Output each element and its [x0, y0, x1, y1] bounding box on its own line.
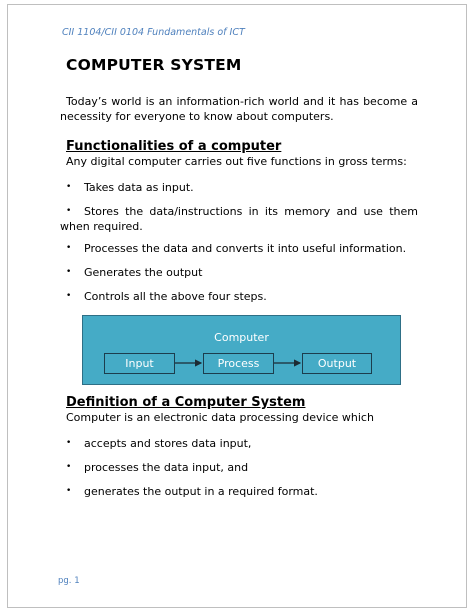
output-node: Output	[302, 353, 372, 374]
bullet-text: Takes data as input.	[84, 181, 194, 194]
process-node: Process	[203, 353, 274, 374]
functionalities-heading: Functionalities of a computer	[66, 139, 282, 154]
bullet-icon: •	[66, 206, 72, 216]
functionalities-lead: Any digital computer carries out five functions in gross terms:	[66, 155, 407, 168]
bullet-text: processes the data input, and	[84, 461, 249, 474]
bullet-icon: •	[66, 267, 72, 277]
bullet-text: Stores the data/instructions in its memory and use them when required.	[60, 205, 418, 233]
bullet-icon: •	[66, 182, 72, 192]
diagram-title: Computer	[214, 331, 269, 344]
bullet-text: Controls all the above four steps.	[84, 290, 267, 303]
intro-paragraph: Today’s world is an information-rich world and it has become a necessity for everyone to know about computers.	[60, 95, 418, 123]
bullet-item	[60, 180, 418, 195]
document-title: COMPUTER SYSTEM	[66, 56, 242, 74]
bullet-item	[60, 204, 418, 234]
bullet-icon: •	[66, 486, 72, 496]
bullet-text: generates the output in a required format.	[84, 485, 318, 498]
bullet-icon: •	[66, 438, 72, 448]
running-header: CII 1104/CII 0104 Fundamentals of ICT	[62, 27, 245, 38]
bullet-icon: •	[66, 462, 72, 472]
bullet-item	[60, 460, 418, 475]
definition-heading: Definition of a Computer System	[66, 395, 306, 410]
page-number: pg. 1	[58, 576, 80, 586]
bullet-item	[60, 289, 418, 304]
bullet-icon: •	[66, 291, 72, 301]
bullet-item	[60, 265, 418, 280]
bullet-item	[60, 484, 418, 499]
bullet-item	[60, 436, 418, 451]
diagram-arrows	[83, 316, 402, 386]
input-node: Input	[104, 353, 175, 374]
computer-diagram	[82, 315, 401, 385]
bullet-item	[60, 241, 418, 256]
bullet-text: Processes the data and converts it into useful information.	[84, 242, 407, 255]
bullet-text: accepts and stores data input,	[84, 437, 252, 450]
definition-lead: Computer is an electronic data processing device which	[66, 411, 374, 424]
bullet-icon: •	[66, 243, 72, 253]
bullet-text: Generates the output	[84, 266, 203, 279]
